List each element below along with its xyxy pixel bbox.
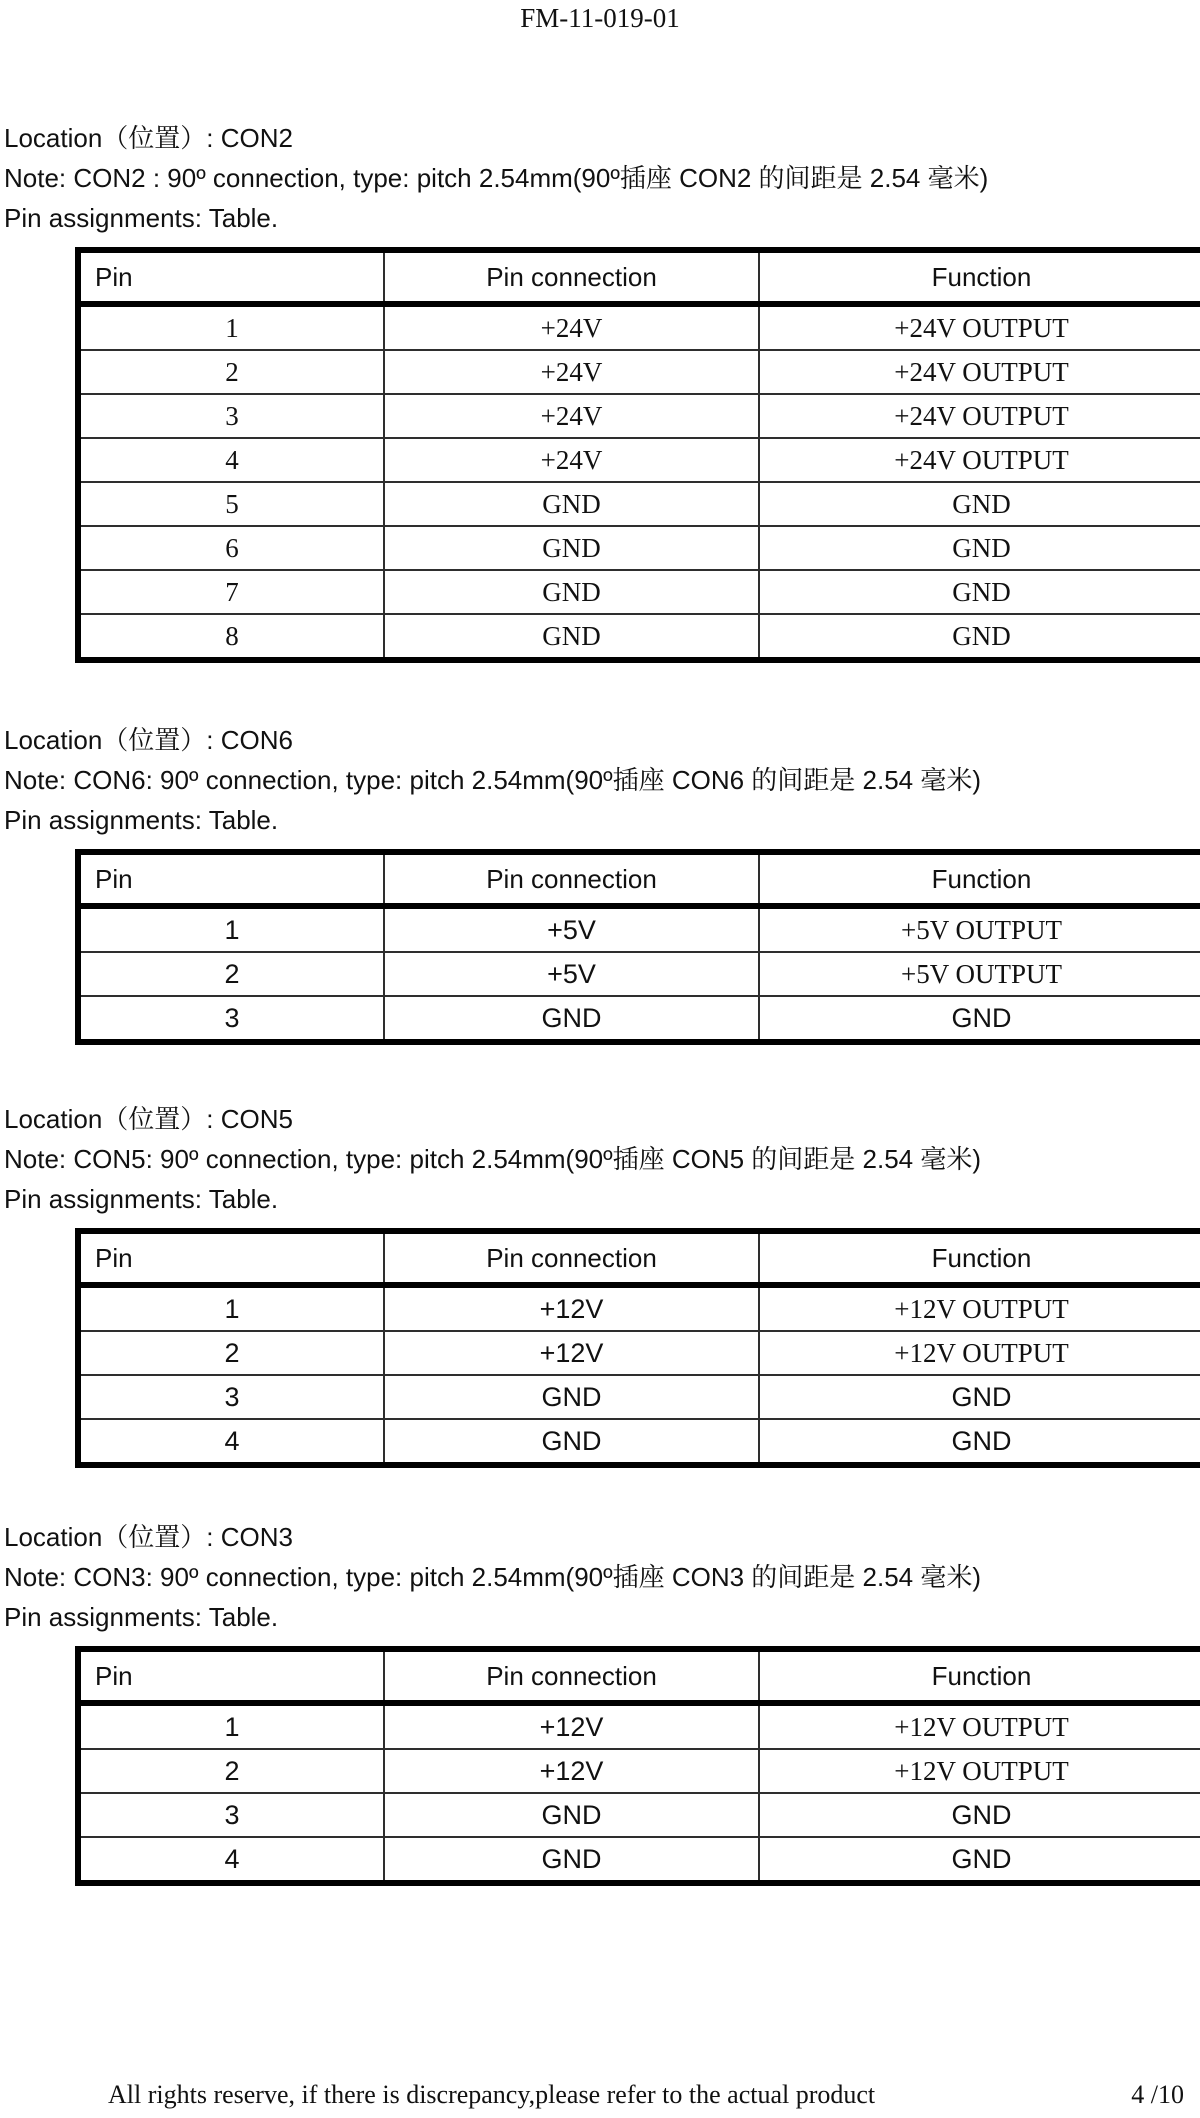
col-header-pin-connection: Pin connection: [384, 852, 759, 906]
pin-table-con6: [75, 849, 1200, 1045]
pin-cell: 3: [78, 1375, 384, 1419]
page-footer: [0, 2080, 1200, 2110]
pin-cell: 2: [78, 952, 384, 996]
function-cell: GND: [759, 996, 1200, 1042]
col-header-function: Function: [759, 1231, 1200, 1285]
table-row: [78, 1285, 1200, 1331]
section-con6: [0, 720, 1200, 1045]
table-row: [78, 906, 1200, 952]
pin-connection-cell: GND: [384, 996, 759, 1042]
pin-connection-cell: GND: [384, 482, 759, 526]
function-cell: +24V OUTPUT: [759, 304, 1200, 350]
function-cell: GND: [759, 1375, 1200, 1419]
pin-connection-cell: GND: [384, 1375, 759, 1419]
location-line: Location（位置）: CON2: [4, 123, 293, 153]
pin-table-con2: [75, 247, 1200, 663]
table-row: [78, 996, 1200, 1042]
pin-connection-cell: +24V: [384, 394, 759, 438]
pin-connection-cell: +12V: [384, 1285, 759, 1331]
function-cell: +5V OUTPUT: [759, 952, 1200, 996]
pin-cell: 6: [78, 526, 384, 570]
table-row: [78, 614, 1200, 660]
pin-cell: 2: [78, 350, 384, 394]
pin-connection-cell: GND: [384, 570, 759, 614]
pin-table-con3: [75, 1646, 1200, 1886]
function-cell: +5V OUTPUT: [759, 906, 1200, 952]
pin-connection-cell: +24V: [384, 438, 759, 482]
note-line: Note: CON3: 90º connection, type: pitch 2.54mm(90º插座 CON3 的间距是 2.54 毫米): [4, 1562, 982, 1592]
table-row: [78, 1331, 1200, 1375]
pin-cell: 2: [78, 1749, 384, 1793]
pin-assignments-line: Pin assignments: Table.: [4, 1184, 279, 1214]
pin-connection-cell: GND: [384, 1837, 759, 1883]
col-header-pin-connection: Pin connection: [384, 1231, 759, 1285]
pin-connection-cell: +24V: [384, 350, 759, 394]
pin-connection-cell: GND: [384, 1419, 759, 1465]
header-row: [78, 852, 1200, 906]
table-row: [78, 1703, 1200, 1749]
pin-connection-cell: +12V: [384, 1331, 759, 1375]
col-header-pin: Pin: [78, 852, 384, 906]
pin-assignments-line: Pin assignments: Table.: [4, 805, 279, 835]
function-cell: +24V OUTPUT: [759, 394, 1200, 438]
table-row: [78, 1749, 1200, 1793]
pin-connection-cell: +5V: [384, 906, 759, 952]
table-row: [78, 1793, 1200, 1837]
pin-connection-cell: +5V: [384, 952, 759, 996]
pin-table-con5: [75, 1228, 1200, 1468]
function-cell: +12V OUTPUT: [759, 1285, 1200, 1331]
col-header-pin: Pin: [78, 1649, 384, 1703]
col-header-pin-connection: Pin connection: [384, 250, 759, 304]
col-header-function: Function: [759, 1649, 1200, 1703]
section-con2: [0, 118, 1200, 663]
table-row: [78, 570, 1200, 614]
function-cell: +12V OUTPUT: [759, 1749, 1200, 1793]
table-row: [78, 1375, 1200, 1419]
section-con5: [0, 1099, 1200, 1468]
pin-assignments-line: Pin assignments: Table.: [4, 203, 279, 233]
pin-cell: 4: [78, 438, 384, 482]
function-cell: +24V OUTPUT: [759, 350, 1200, 394]
note-line: Note: CON6: 90º connection, type: pitch 2.54mm(90º插座 CON6 的间距是 2.54 毫米): [4, 765, 982, 795]
doc-number: FM-11-019-01: [520, 3, 680, 33]
pin-cell: 7: [78, 570, 384, 614]
function-cell: +12V OUTPUT: [759, 1703, 1200, 1749]
function-cell: GND: [759, 570, 1200, 614]
table-row: [78, 438, 1200, 482]
location-line: Location（位置）: CON6: [4, 725, 293, 755]
pin-cell: 5: [78, 482, 384, 526]
pin-connection-cell: GND: [384, 1793, 759, 1837]
pin-cell: 1: [78, 906, 384, 952]
function-cell: GND: [759, 526, 1200, 570]
location-line: Location（位置）: CON5: [4, 1104, 293, 1134]
pin-connection-cell: GND: [384, 614, 759, 660]
pin-cell: 4: [78, 1419, 384, 1465]
location-line: Location（位置）: CON3: [4, 1522, 293, 1552]
function-cell: +24V OUTPUT: [759, 438, 1200, 482]
table-row: [78, 350, 1200, 394]
pin-connection-cell: GND: [384, 526, 759, 570]
pin-cell: 4: [78, 1837, 384, 1883]
col-header-pin: Pin: [78, 1231, 384, 1285]
header-row: [78, 1231, 1200, 1285]
col-header-function: Function: [759, 852, 1200, 906]
pin-cell: 2: [78, 1331, 384, 1375]
pin-cell: 1: [78, 1285, 384, 1331]
header-row: [78, 250, 1200, 304]
pin-cell: 3: [78, 996, 384, 1042]
pin-connection-cell: +24V: [384, 304, 759, 350]
table-row: [78, 1419, 1200, 1465]
page-number: 4 /10: [1131, 2080, 1184, 2109]
note-line: Note: CON5: 90º connection, type: pitch 2.54mm(90º插座 CON5 的间距是 2.54 毫米): [4, 1144, 982, 1174]
function-cell: GND: [759, 614, 1200, 660]
pin-cell: 1: [78, 304, 384, 350]
pin-connection-cell: +12V: [384, 1749, 759, 1793]
pin-cell: 3: [78, 1793, 384, 1837]
table-row: [78, 952, 1200, 996]
col-header-pin-connection: Pin connection: [384, 1649, 759, 1703]
pin-cell: 3: [78, 394, 384, 438]
section-con3: [0, 1517, 1200, 1886]
table-row: [78, 482, 1200, 526]
col-header-pin: Pin: [78, 250, 384, 304]
table-row: [78, 304, 1200, 350]
pin-cell: 8: [78, 614, 384, 660]
table-row: [78, 1837, 1200, 1883]
function-cell: GND: [759, 1419, 1200, 1465]
function-cell: GND: [759, 482, 1200, 526]
pin-assignments-line: Pin assignments: Table.: [4, 1602, 279, 1632]
note-line: Note: CON2 : 90º connection, type: pitch 2.54mm(90º插座 CON2 的间距是 2.54 毫米): [4, 163, 989, 193]
table-row: [78, 526, 1200, 570]
function-cell: GND: [759, 1837, 1200, 1883]
function-cell: GND: [759, 1793, 1200, 1837]
pin-cell: 1: [78, 1703, 384, 1749]
footer-notice: All rights reserve, if there is discrepancy,please refer to the actual product: [108, 2080, 876, 2109]
function-cell: +12V OUTPUT: [759, 1331, 1200, 1375]
header-row: [78, 1649, 1200, 1703]
col-header-function: Function: [759, 250, 1200, 304]
pin-connection-cell: +12V: [384, 1703, 759, 1749]
table-row: [78, 394, 1200, 438]
